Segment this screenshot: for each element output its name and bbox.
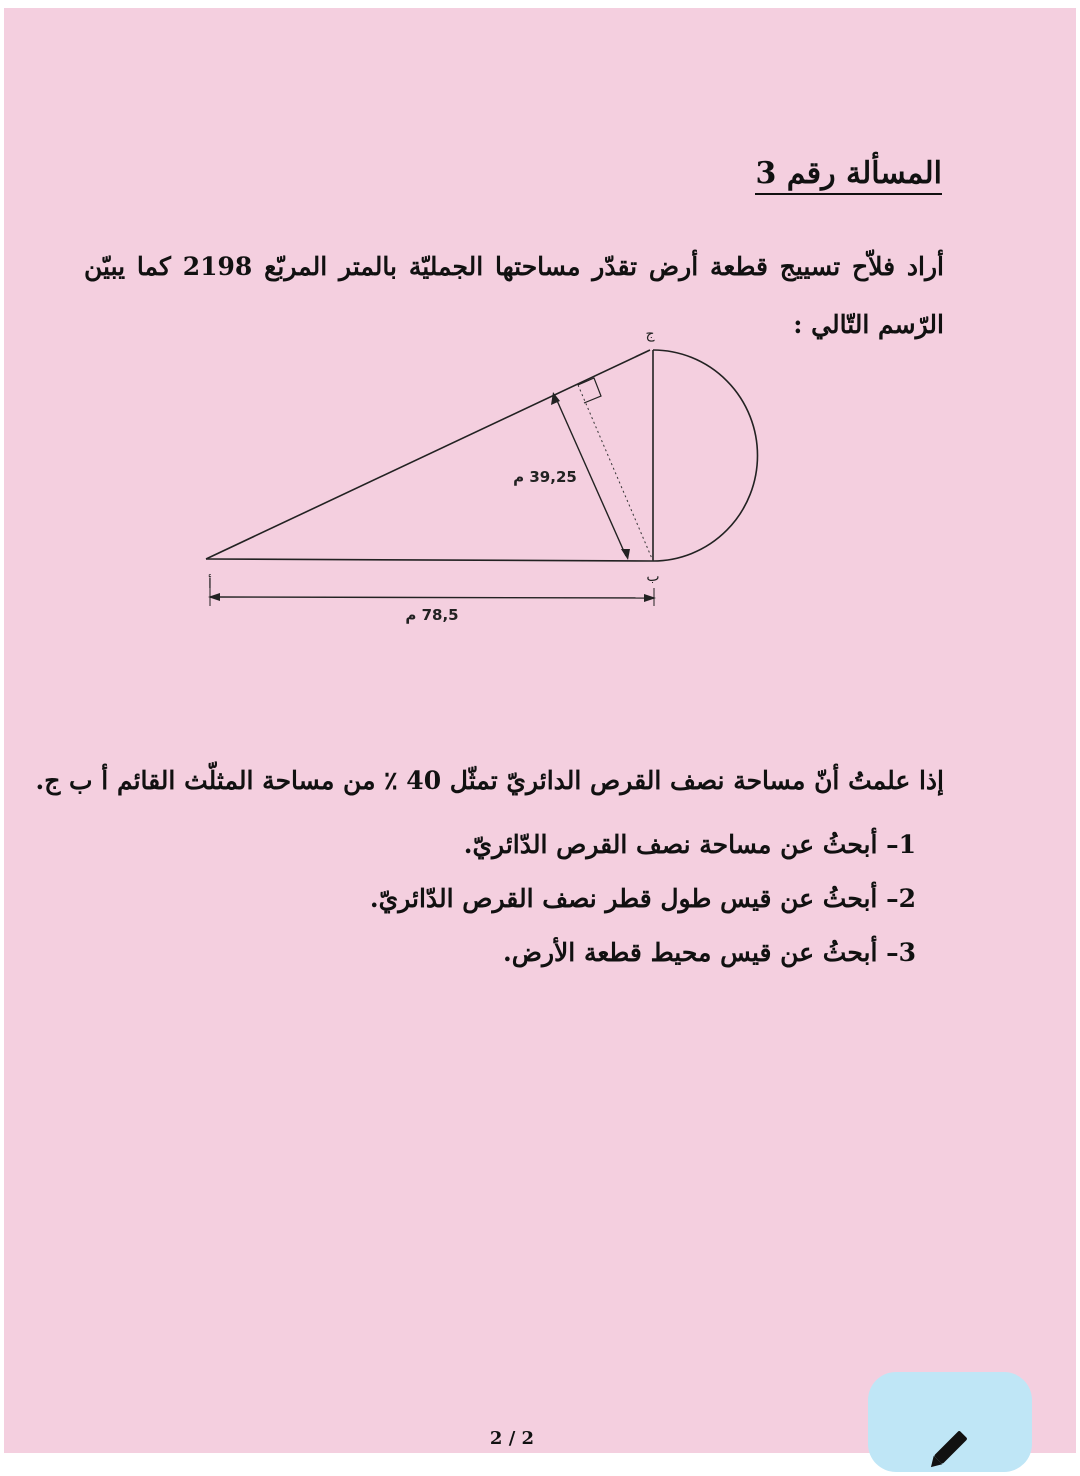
vertex-c-label: ج	[645, 326, 655, 342]
height-measure-label: 39,25 م	[513, 468, 577, 486]
pencil-icon	[868, 1372, 1032, 1472]
page-number: 2 / 2	[489, 1428, 535, 1449]
semicircle-arc	[653, 350, 757, 561]
base-dimension-line	[210, 597, 654, 598]
base-line	[206, 559, 653, 561]
question-item: 1– أبحثُ عن مساحة نصف القرص الدّائريّ.	[463, 830, 916, 859]
height-arrow-head-bottom	[621, 549, 630, 560]
question-item: 3– أبحثُ عن قيس محيط قطعة الأرض.	[503, 938, 916, 967]
problem-title: المسألة رقم 3	[755, 156, 942, 195]
edit-button[interactable]	[868, 1372, 1032, 1472]
worksheet-page	[4, 8, 1076, 1453]
problem-intro: أراد فلاّح تسييج قطعة أرض تقدّر مساحتها الجمليّة بالمتر المربّع 2198 كما يبيّن الرّسم التّالي :	[84, 252, 944, 339]
hypotenuse-line	[206, 350, 650, 559]
base-measure-label: 78,5 م	[405, 606, 459, 624]
question-item: 2– أبحثُ عن قيس طول قطر نصف القرص الدّائريّ.	[369, 884, 916, 913]
vertex-b-label: ب	[646, 569, 660, 585]
question-list	[370, 818, 916, 980]
question-lead: إذا علمتُ أنّ مساحة نصف القرص الدائريّ تمثّل 40 ٪ من مساحة المثلّث القائم أ ب ج.	[35, 766, 944, 795]
vertex-a-label: أ	[208, 576, 212, 592]
geometry-figure	[4, 8, 1076, 708]
